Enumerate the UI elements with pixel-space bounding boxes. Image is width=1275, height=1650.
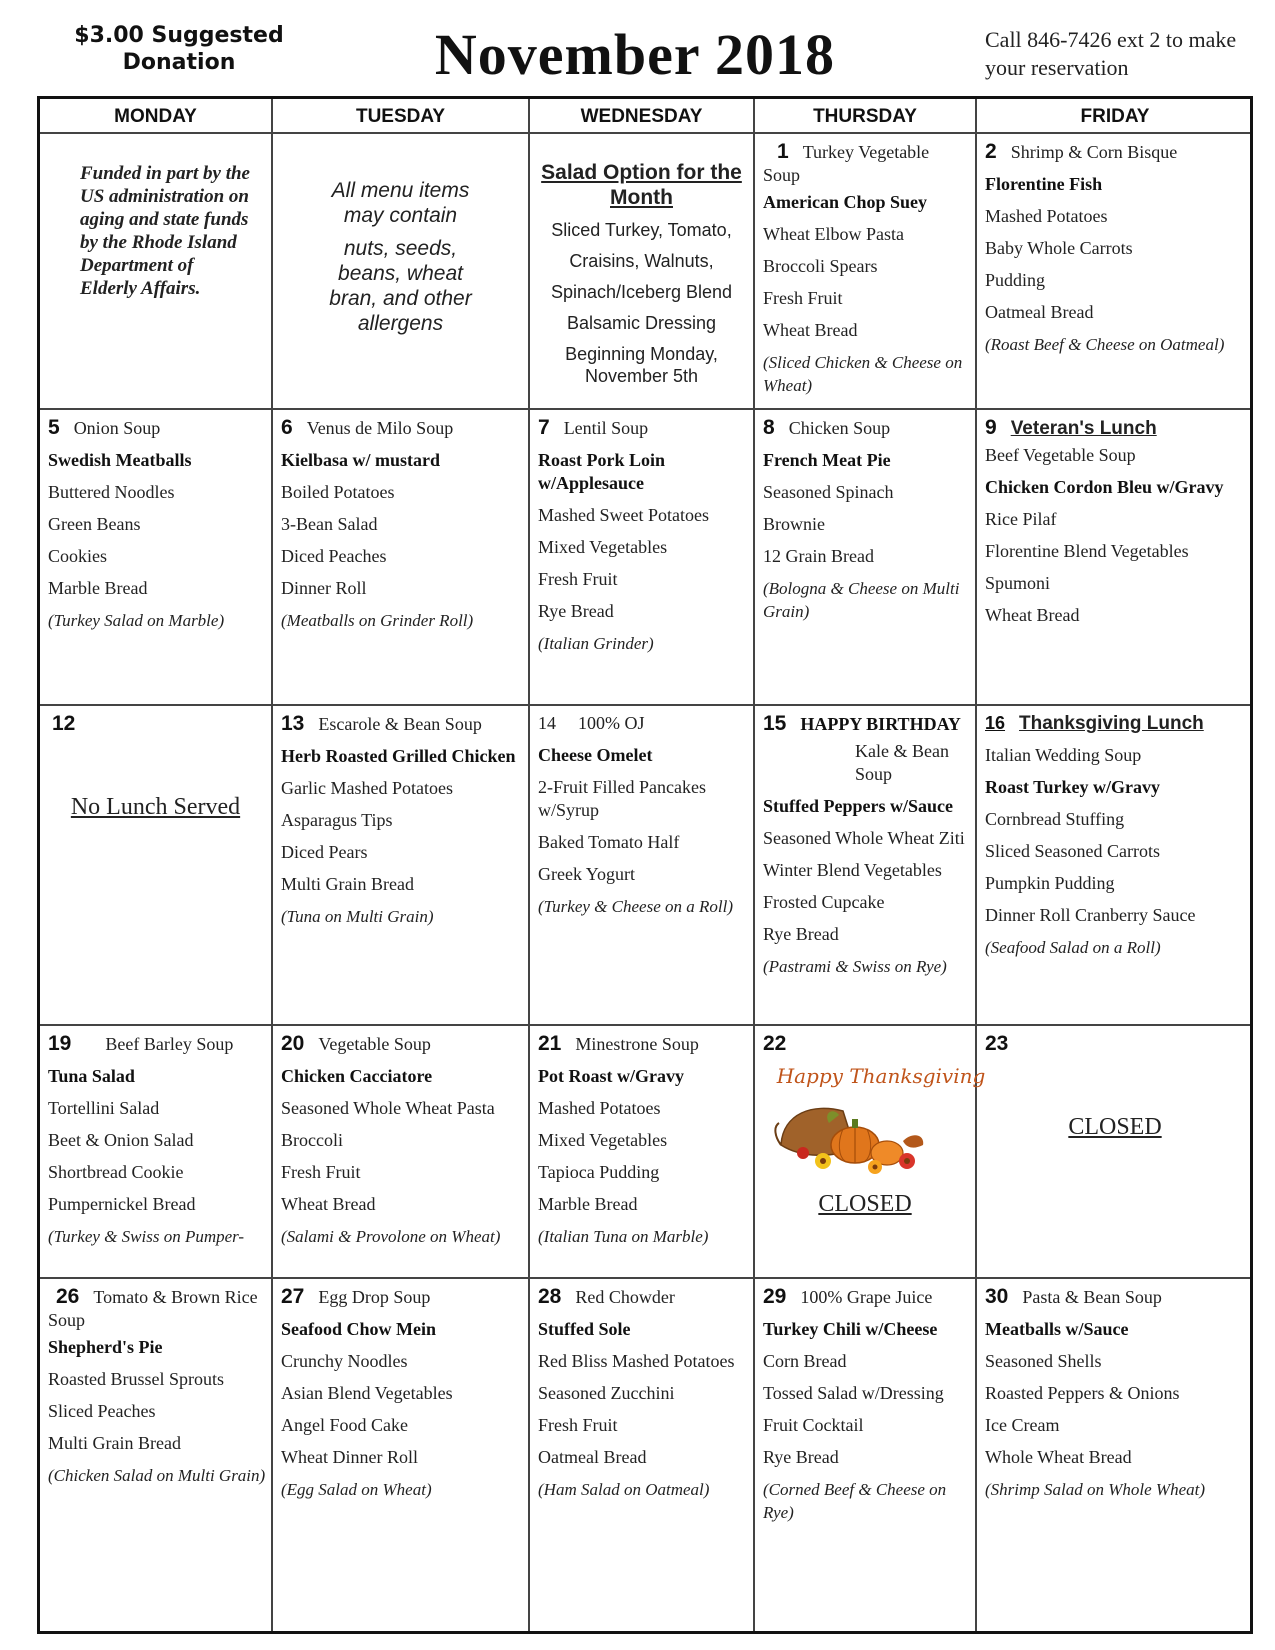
allergen-note-list: nuts, seeds, beans, wheat bran, and other allergens xyxy=(329,237,472,335)
menu-item: Ice Cream xyxy=(985,1415,1060,1435)
menu-item: Rice Pilaf xyxy=(985,509,1057,529)
menu-calendar xyxy=(37,96,1253,1634)
main-dish: Herb Roasted Grilled Chicken xyxy=(281,746,516,766)
menu-item: Diced Peaches xyxy=(281,546,387,566)
main-dish: Tuna Salad xyxy=(48,1066,135,1086)
menu-item: Seasoned Shells xyxy=(985,1351,1102,1371)
day-number: 2 xyxy=(985,140,997,163)
soup: Kale & Bean Soup xyxy=(855,741,949,784)
menu-item: Baby Whole Carrots xyxy=(985,238,1133,258)
header-monday: MONDAY xyxy=(114,106,197,127)
day-cell-15 xyxy=(755,706,975,1024)
menu-item: Beet & Onion Salad xyxy=(48,1130,194,1150)
closed-note: CLOSED xyxy=(818,1191,912,1217)
soup: Egg Drop Soup xyxy=(318,1287,431,1307)
menu-item: Greek Yogurt xyxy=(538,864,635,884)
menu-item: 3-Bean Salad xyxy=(281,514,378,534)
menu-item: Mixed Vegetables xyxy=(538,1130,668,1150)
menu-item: Broccoli Spears xyxy=(763,256,878,276)
day-number: 7 xyxy=(538,416,550,439)
day-number: 22 xyxy=(763,1032,787,1055)
day-cell-6 xyxy=(273,410,528,704)
menu-item: Seasoned Whole Wheat Pasta xyxy=(281,1098,495,1118)
day-number: 19 xyxy=(48,1032,72,1055)
day-cell-23 xyxy=(977,1026,1253,1277)
menu-item: Cornbread Stuffing xyxy=(985,809,1125,829)
day-number: 5 xyxy=(48,416,60,439)
soup: Pasta & Bean Soup xyxy=(1022,1287,1162,1307)
funding-note: Funded in part by the US administration on aging and state funds by the Rhode Island Department of Elderly Affairs. xyxy=(80,163,250,299)
menu-item: Fresh Fruit xyxy=(538,1415,618,1435)
salad-line: Beginning Monday, November 5th xyxy=(565,344,718,386)
day-cell-7 xyxy=(530,410,753,704)
day-number: 29 xyxy=(763,1285,787,1308)
main-dish: American Chop Suey xyxy=(763,192,928,212)
menu-item: 2-Fruit Filled Pancakes w/Syrup xyxy=(538,777,706,820)
menu-item: Marble Bread xyxy=(48,578,148,598)
menu-item: Shortbread Cookie xyxy=(48,1162,184,1182)
day-cell-28 xyxy=(530,1279,753,1634)
soup: Venus de Milo Soup xyxy=(306,418,454,438)
main-dish: Cheese Omelet xyxy=(538,745,653,765)
menu-item: Fresh Fruit xyxy=(281,1162,361,1182)
menu-item: Red Bliss Mashed Potatoes xyxy=(538,1351,735,1371)
header-friday: FRIDAY xyxy=(1080,106,1150,127)
day-number: 16 xyxy=(985,713,1006,733)
alternate-meal: (Meatballs on Grinder Roll) xyxy=(281,611,474,630)
menu-item: Corn Bread xyxy=(763,1351,847,1371)
soup: 100% OJ xyxy=(578,713,645,733)
soup: Chicken Soup xyxy=(788,418,891,438)
menu-item: Oatmeal Bread xyxy=(538,1447,647,1467)
menu-item: Multi Grain Bread xyxy=(281,874,414,894)
soup: Turkey Vegetable Soup xyxy=(763,142,930,185)
menu-item: Mashed Sweet Potatoes xyxy=(538,505,709,525)
header-wednesday: WEDNESDAY xyxy=(580,106,703,127)
day-cell-21 xyxy=(530,1026,753,1277)
salad-option-cell xyxy=(530,134,753,408)
day-cell-14 xyxy=(530,706,753,1024)
menu-item: Mixed Vegetables xyxy=(538,537,668,557)
main-dish: Roast Turkey w/Gravy xyxy=(985,777,1161,797)
main-dish: Pot Roast w/Gravy xyxy=(538,1066,684,1086)
menu-item: Green Beans xyxy=(48,514,141,534)
day-cell-22 xyxy=(755,1026,986,1277)
alternate-meal: (Ham Salad on Oatmeal) xyxy=(538,1480,710,1499)
menu-item: Seasoned Zucchini xyxy=(538,1383,675,1403)
main-dish: Florentine Fish xyxy=(985,174,1103,194)
menu-item: Wheat Elbow Pasta xyxy=(763,224,904,244)
day-number: 15 xyxy=(763,712,787,735)
day-cell-2 xyxy=(977,134,1253,408)
menu-item: Dinner Roll xyxy=(281,578,367,598)
menu-item: Broccoli xyxy=(281,1130,343,1150)
alternate-meal: (Bologna & Cheese on Multi Grain) xyxy=(763,579,960,621)
soup: Red Chowder xyxy=(575,1287,675,1307)
soup: Lentil Soup xyxy=(563,418,649,438)
day-cell-5 xyxy=(40,410,271,704)
salad-option-title: Salad Option for the Month xyxy=(541,161,742,209)
menu-item: Wheat Bread xyxy=(985,605,1080,625)
main-dish: Seafood Chow Mein xyxy=(281,1319,437,1339)
art-text: Happy Thanksgiving xyxy=(776,1064,986,1088)
alternate-meal: (Sliced Chicken & Cheese on Wheat) xyxy=(763,353,963,395)
menu-item: Baked Tomato Half xyxy=(538,832,680,852)
day-number: 8 xyxy=(763,416,775,439)
menu-item: Asian Blend Vegetables xyxy=(281,1383,453,1403)
alternate-meal: (Tuna on Multi Grain) xyxy=(281,907,434,926)
menu-item: Mashed Potatoes xyxy=(538,1098,661,1118)
menu-item: Boiled Potatoes xyxy=(281,482,395,502)
day-number: 30 xyxy=(985,1285,1009,1308)
alternate-meal: (Roast Beef & Cheese on Oatmeal) xyxy=(985,335,1225,354)
day-number: 12 xyxy=(52,712,76,735)
main-dish: Meatballs w/Sauce xyxy=(985,1319,1129,1339)
salad-line: Spinach/Iceberg Blend xyxy=(550,282,733,302)
alternate-meal: (Turkey & Swiss on Pumper- xyxy=(48,1227,245,1246)
alternate-meal: (Turkey & Cheese on a Roll) xyxy=(538,897,733,916)
day-number: 23 xyxy=(985,1032,1009,1055)
menu-item: Mashed Potatoes xyxy=(985,206,1108,226)
alternate-meal: (Italian Tuna on Marble) xyxy=(538,1227,709,1246)
alternate-meal: (Egg Salad on Wheat) xyxy=(281,1480,432,1499)
day-cell-29 xyxy=(755,1279,975,1634)
menu-item: Dinner Roll Cranberry Sauce xyxy=(985,905,1196,925)
day-cell-12 xyxy=(40,706,271,1024)
menu-item: Angel Food Cake xyxy=(281,1415,408,1435)
day-cell-27 xyxy=(273,1279,528,1634)
alternate-meal: (Shrimp Salad on Whole Wheat) xyxy=(985,1480,1206,1499)
menu-item: Fruit Cocktail xyxy=(763,1415,864,1435)
alternate-meal: (Pastrami & Swiss on Rye) xyxy=(763,957,947,976)
menu-item: Garlic Mashed Potatoes xyxy=(281,778,453,798)
soup: Shrimp & Corn Bisque xyxy=(1010,142,1178,162)
soup: Beef Barley Soup xyxy=(105,1034,234,1054)
salad-line: Craisins, Walnuts, xyxy=(569,251,714,271)
alternate-meal: (Corned Beef & Cheese on Rye) xyxy=(763,1480,947,1522)
menu-item: Seasoned Whole Wheat Ziti xyxy=(763,828,965,848)
day-cell-8 xyxy=(755,410,975,704)
menu-item: Asparagus Tips xyxy=(281,810,393,830)
menu-item: Spumoni xyxy=(985,573,1051,593)
soup: Beef Vegetable Soup xyxy=(985,445,1136,465)
menu-item: Frosted Cupcake xyxy=(763,892,885,912)
closed-note: CLOSED xyxy=(1068,1114,1162,1140)
main-dish: Roast Pork Loin w/Applesauce xyxy=(538,450,666,493)
main-dish: Swedish Meatballs xyxy=(48,450,192,470)
menu-item: Sliced Peaches xyxy=(48,1401,156,1421)
menu-item: Pudding xyxy=(985,270,1046,290)
menu-item: Sliced Seasoned Carrots xyxy=(985,841,1160,861)
menu-item: Florentine Blend Vegetables xyxy=(985,541,1189,561)
main-dish: Kielbasa w/ mustard xyxy=(281,450,441,470)
menu-item: Diced Pears xyxy=(281,842,368,862)
alternate-meal: (Seafood Salad on a Roll) xyxy=(985,938,1161,957)
main-dish: Stuffed Sole xyxy=(538,1319,631,1339)
thanksgiving-art xyxy=(763,1053,986,1183)
alternate-meal: (Salami & Provolone on Wheat) xyxy=(281,1227,501,1246)
day-cell-1 xyxy=(755,134,975,408)
day-cell-19 xyxy=(40,1026,271,1277)
menu-item: Wheat Bread xyxy=(281,1194,376,1214)
main-dish: Shepherd's Pie xyxy=(48,1337,163,1357)
donation-label: $3.00 Suggested Donation xyxy=(74,23,284,75)
menu-item: Crunchy Noodles xyxy=(281,1351,408,1371)
menu-item: Whole Wheat Bread xyxy=(985,1447,1132,1467)
no-lunch-note: No Lunch Served xyxy=(70,794,241,820)
soup: Escarole & Bean Soup xyxy=(318,714,482,734)
special-event: Veteran's Lunch xyxy=(1010,418,1157,439)
allergen-note-intro: All menu items may contain xyxy=(331,179,470,227)
menu-item: Rye Bread xyxy=(763,924,839,944)
menu-item: Marble Bread xyxy=(538,1194,638,1214)
soup: Vegetable Soup xyxy=(318,1034,431,1054)
day-number: 9 xyxy=(985,416,997,439)
day-cell-13 xyxy=(273,706,528,1024)
header-tuesday: TUESDAY xyxy=(355,106,446,127)
menu-item: Tapioca Pudding xyxy=(538,1162,660,1182)
menu-item: Pumpernickel Bread xyxy=(48,1194,196,1214)
alternate-meal: (Chicken Salad on Multi Grain) xyxy=(48,1466,266,1485)
menu-item: Winter Blend Vegetables xyxy=(763,860,942,880)
day-cell-26 xyxy=(40,1279,271,1634)
allergen-note-cell xyxy=(273,134,528,408)
day-cell-20 xyxy=(273,1026,528,1277)
day-number: 6 xyxy=(281,416,293,439)
header-thursday: THURSDAY xyxy=(813,106,917,127)
menu-item: Pumpkin Pudding xyxy=(985,873,1115,893)
day-number: 26 xyxy=(56,1285,80,1308)
menu-item: Roasted Peppers & Onions xyxy=(985,1383,1180,1403)
menu-item: Rye Bread xyxy=(763,1447,839,1467)
menu-item: Fresh Fruit xyxy=(763,288,843,308)
menu-item: Fresh Fruit xyxy=(538,569,618,589)
menu-item: Oatmeal Bread xyxy=(985,302,1094,322)
day-cell-9 xyxy=(977,410,1253,704)
main-dish: French Meat Pie xyxy=(763,450,891,470)
soup: Onion Soup xyxy=(73,418,161,438)
soup: Italian Wedding Soup xyxy=(985,745,1142,765)
day-number: 14 xyxy=(538,713,556,733)
menu-item: Brownie xyxy=(763,514,825,534)
funding-note-cell xyxy=(40,134,271,408)
page-title: November 2018 xyxy=(434,22,836,87)
main-dish: Stuffed Peppers w/Sauce xyxy=(763,796,953,816)
soup: Minestrone Soup xyxy=(575,1034,699,1054)
menu-item: Multi Grain Bread xyxy=(48,1433,181,1453)
special-event: HAPPY BIRTHDAY xyxy=(800,714,961,734)
day-number: 21 xyxy=(538,1032,562,1055)
salad-line: Balsamic Dressing xyxy=(566,313,717,333)
day-cell-30 xyxy=(977,1279,1253,1634)
day-cell-16 xyxy=(977,706,1253,1024)
main-dish: Turkey Chili w/Cheese xyxy=(763,1319,938,1339)
menu-item: Rye Bread xyxy=(538,601,614,621)
special-event: Thanksgiving Lunch xyxy=(1019,713,1204,734)
menu-item: Tossed Salad w/Dressing xyxy=(763,1383,944,1403)
reservation-info: Call 846-7426 ext 2 to make your reservation xyxy=(985,27,1237,80)
soup: 100% Grape Juice xyxy=(800,1287,933,1307)
menu-item: Cookies xyxy=(48,546,108,566)
menu-item: Tortellini Salad xyxy=(48,1098,160,1118)
salad-line: Sliced Turkey, Tomato, xyxy=(551,220,732,240)
alternate-meal: (Turkey Salad on Marble) xyxy=(48,611,225,630)
day-number: 1 xyxy=(777,140,789,163)
soup: Tomato & Brown Rice Soup xyxy=(48,1287,258,1330)
menu-item: Buttered Noodles xyxy=(48,482,175,502)
main-dish: Chicken Cacciatore xyxy=(281,1066,433,1086)
menu-item: Wheat Dinner Roll xyxy=(281,1447,418,1467)
menu-item: Seasoned Spinach xyxy=(763,482,894,502)
day-number: 20 xyxy=(281,1032,305,1055)
menu-item: 12 Grain Bread xyxy=(763,546,874,566)
menu-item: Wheat Bread xyxy=(763,320,858,340)
main-dish: Chicken Cordon Bleu w/Gravy xyxy=(985,477,1224,497)
day-number: 13 xyxy=(281,712,305,735)
alternate-meal: (Italian Grinder) xyxy=(538,634,654,653)
day-number: 28 xyxy=(538,1285,562,1308)
day-number: 27 xyxy=(281,1285,305,1308)
menu-item: Roasted Brussel Sprouts xyxy=(48,1369,225,1389)
